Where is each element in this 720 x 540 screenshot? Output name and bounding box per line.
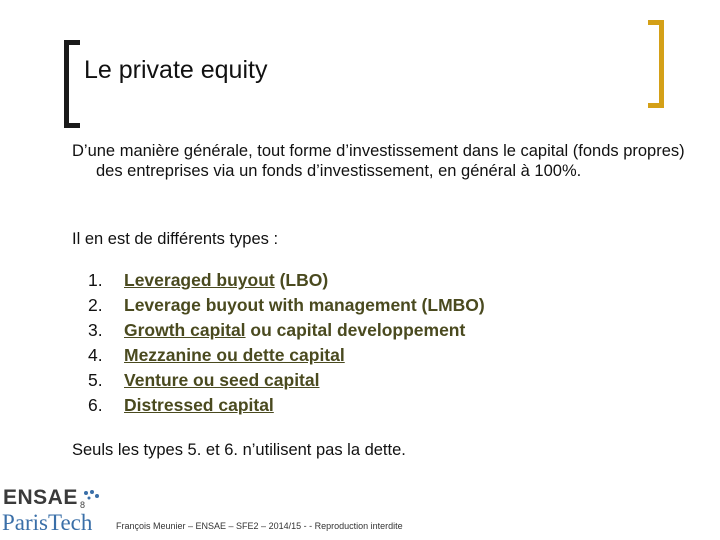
list-number: 3.: [88, 320, 103, 340]
link-growth-capital[interactable]: Growth capital: [124, 320, 246, 340]
footer-text: François Meunier – ENSAE – SFE2 – 2014/15 - - Reproduction interdite: [116, 521, 403, 531]
list-item: [88, 343, 485, 368]
link-venture-capital[interactable]: Venture ou seed capital: [124, 370, 320, 390]
page-number: 8: [80, 500, 86, 510]
title-bracket-left: [64, 40, 80, 128]
definition-paragraph: D’une manière générale, tout forme d’investissement dans le capital (fonds propres) des entreprises via un fonds d’investissement, en général à 100%.: [72, 142, 685, 180]
list-item: [88, 368, 485, 393]
slide-title: Le private equity: [84, 56, 268, 84]
link-distressed-capital[interactable]: Distressed capital: [124, 395, 274, 415]
list-number: 5.: [88, 370, 103, 390]
list-number: 1.: [88, 270, 103, 290]
link-lbo[interactable]: Leveraged buyout: [124, 270, 275, 290]
list-item-suffix: (LBO): [274, 270, 329, 290]
types-list: [88, 268, 485, 418]
list-item: [88, 293, 485, 318]
list-item-suffix: ou capital developpement: [245, 320, 466, 340]
ensae-paristech-logo: [0, 486, 110, 540]
link-mezzanine[interactable]: Mezzanine ou dette capital: [124, 345, 345, 365]
list-item: [88, 268, 485, 293]
logo-paristech-text: ParisTech: [2, 510, 93, 535]
list-item: [88, 393, 485, 418]
logo-ensae-text: ENSAE: [3, 486, 78, 509]
list-number: 4.: [88, 345, 103, 365]
title-bracket-right: [648, 20, 664, 108]
list-item-text: Leverage buyout with management (LMBO): [124, 295, 485, 315]
conclusion-paragraph: Seuls les types 5. et 6. n’utilisent pas la dette.: [72, 441, 406, 459]
list-number: 2.: [88, 295, 103, 315]
list-number: 6.: [88, 395, 103, 415]
list-item: [88, 318, 485, 343]
types-intro: Il en est de différents types :: [72, 230, 279, 248]
